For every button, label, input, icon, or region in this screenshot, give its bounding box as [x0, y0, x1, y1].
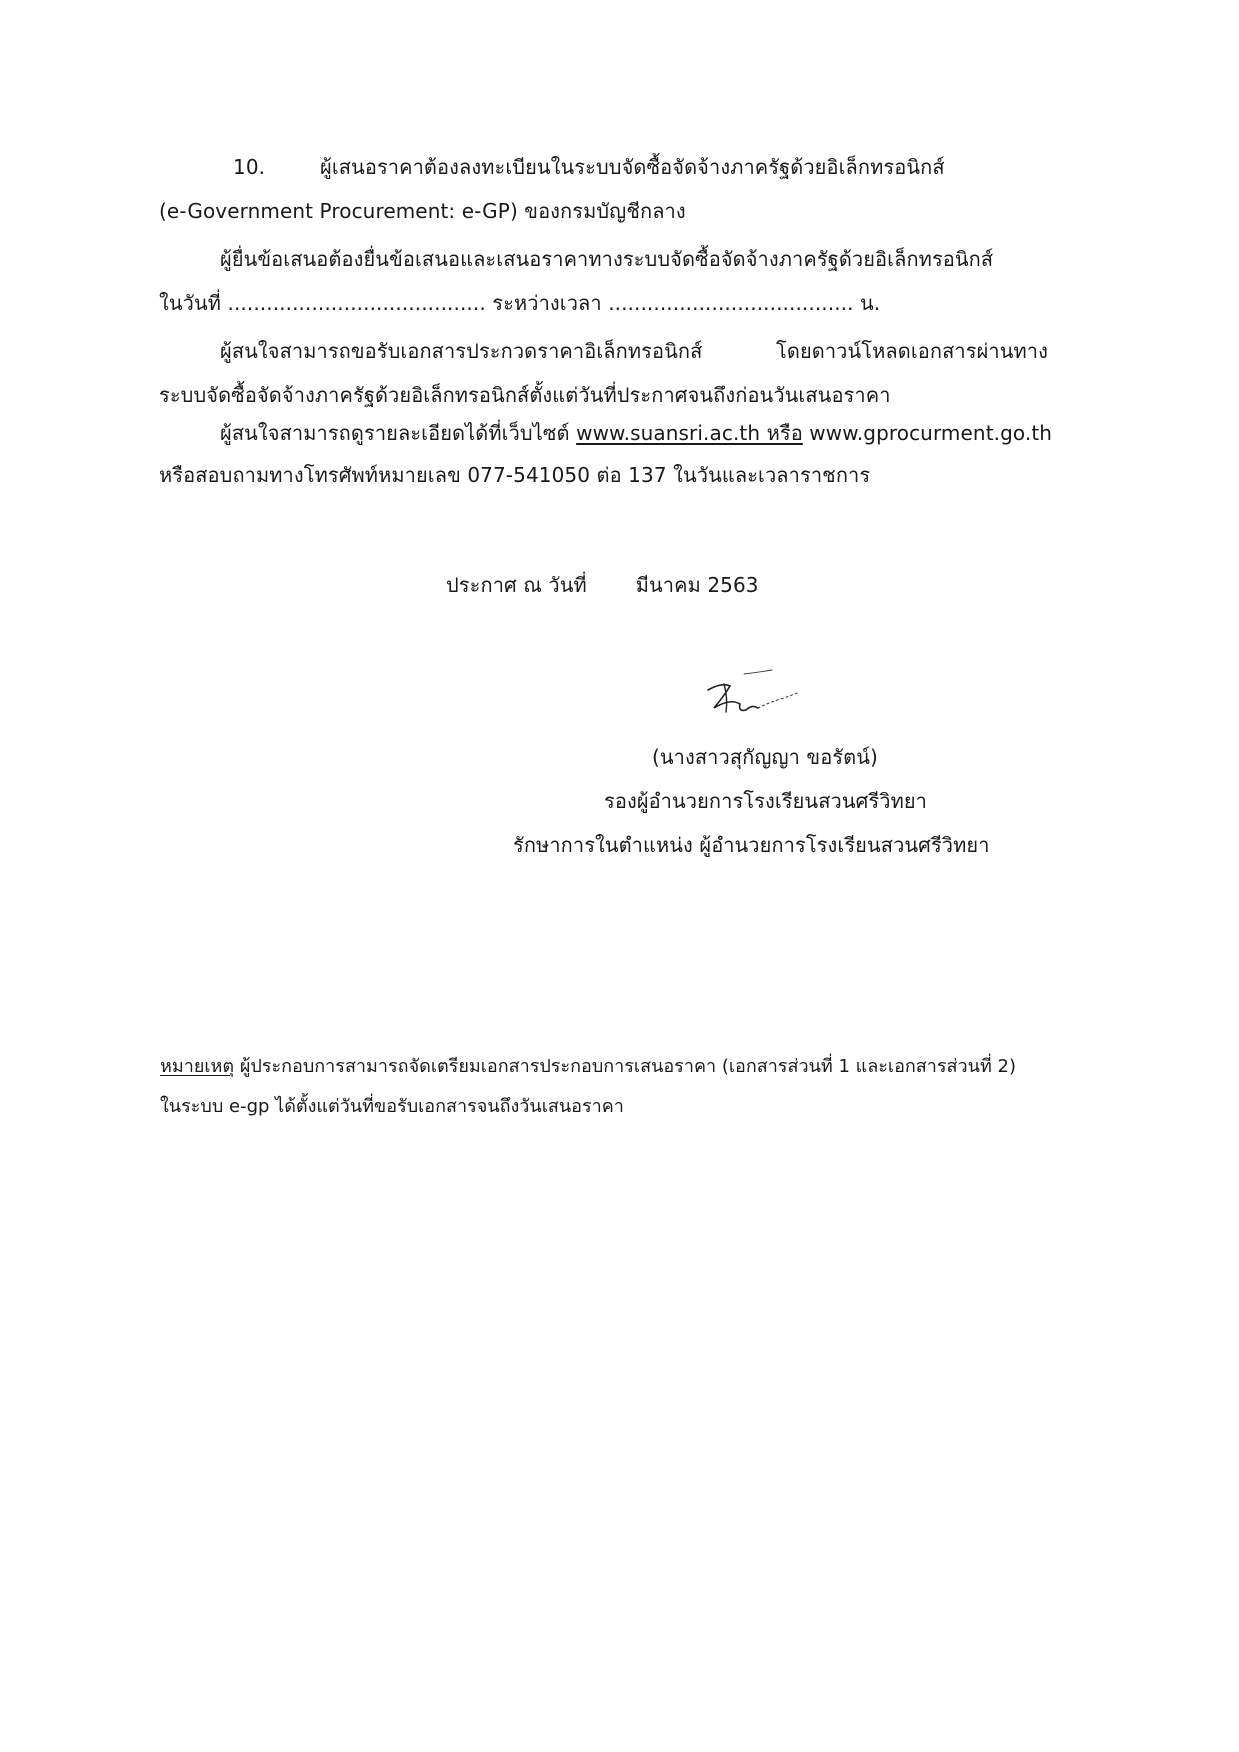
- p3-line1: ผู้สนใจสามารถขอรับเอกสารประกวดราคาอิเล็กทรอนิกส์ โดยดาวน์โหลดเอกสารผ่านทาง: [220, 339, 1048, 363]
- note-line1: [160, 1054, 1016, 1080]
- website-link-suansri[interactable]: www.suansri.ac.th หรือ: [576, 421, 803, 445]
- note-label: หมายเหตุ: [160, 1056, 235, 1077]
- signatory-position: รองผู้อำนวยการโรงเรียนสวนศรีวิทยา: [604, 789, 928, 813]
- signatory-acting-position: รักษาการในตำแหน่ง ผู้อำนวยการโรงเรียนสวนศรีวิทยา: [513, 833, 990, 857]
- p2-time-blank: ......................................: [608, 291, 854, 315]
- announcement-date-line: [446, 571, 759, 599]
- item-number: 10.: [233, 155, 266, 179]
- p2-date-label: ในวันที่: [159, 291, 222, 315]
- announcement-label: ประกาศ ณ วันที่: [446, 573, 587, 597]
- note-text: ผู้ประกอบการสามารถจัดเตรียมเอกสารประกอบการเสนอราคา (เอกสารส่วนที่ 1 และเอกสารส่วนที่ 2): [239, 1056, 1017, 1077]
- p1-line2: (e-Government Procurement: e-GP) ของกรมบัญชีกลาง: [159, 199, 686, 223]
- p4-line2: หรือสอบถามทางโทรศัพท์หมายเลข 077-541050 ต่อ 137 ในวันและเวลาราชการ: [159, 463, 871, 487]
- p4-line1: [220, 419, 1052, 447]
- note-line2: ในระบบ e-gp ได้ตั้งแต่วันที่ขอรับเอกสารจนถึงวันเสนอราคา: [160, 1096, 624, 1117]
- p2-line2: [159, 289, 880, 317]
- website-link-gprocurement[interactable]: www.gprocurment.go.th: [809, 421, 1053, 445]
- p2-date-blank: ........................................: [227, 291, 486, 315]
- p3-line2: ระบบจัดซื้อจัดจ้างภาครัฐด้วยอิเล็กทรอนิกส์ตั้งแต่วันที่ประกาศจนถึงก่อนวันเสนอราคา: [159, 383, 891, 407]
- p4-website-label: ผู้สนใจสามารถดูรายละเอียดได้ที่เว็บไซต์: [220, 421, 570, 445]
- signature-image: [700, 668, 810, 728]
- p2-time-unit: น.: [860, 291, 881, 315]
- announcement-date: มีนาคม 2563: [635, 573, 759, 597]
- p2-line1: ผู้ยื่นข้อเสนอต้องยื่นข้อเสนอและเสนอราคาทางระบบจัดซื้อจัดจ้างภาครัฐด้วยอิเล็กทรอนิกส์: [220, 247, 994, 271]
- p2-time-label: ระหว่างเวลา: [492, 291, 602, 315]
- p1-line1: ผู้เสนอราคาต้องลงทะเบียนในระบบจัดซื้อจัดจ้างภาครัฐด้วยอิเล็กทรอนิกส์: [320, 155, 945, 179]
- signatory-name: (นางสาวสุกัญญา ขอรัตน์): [652, 745, 878, 769]
